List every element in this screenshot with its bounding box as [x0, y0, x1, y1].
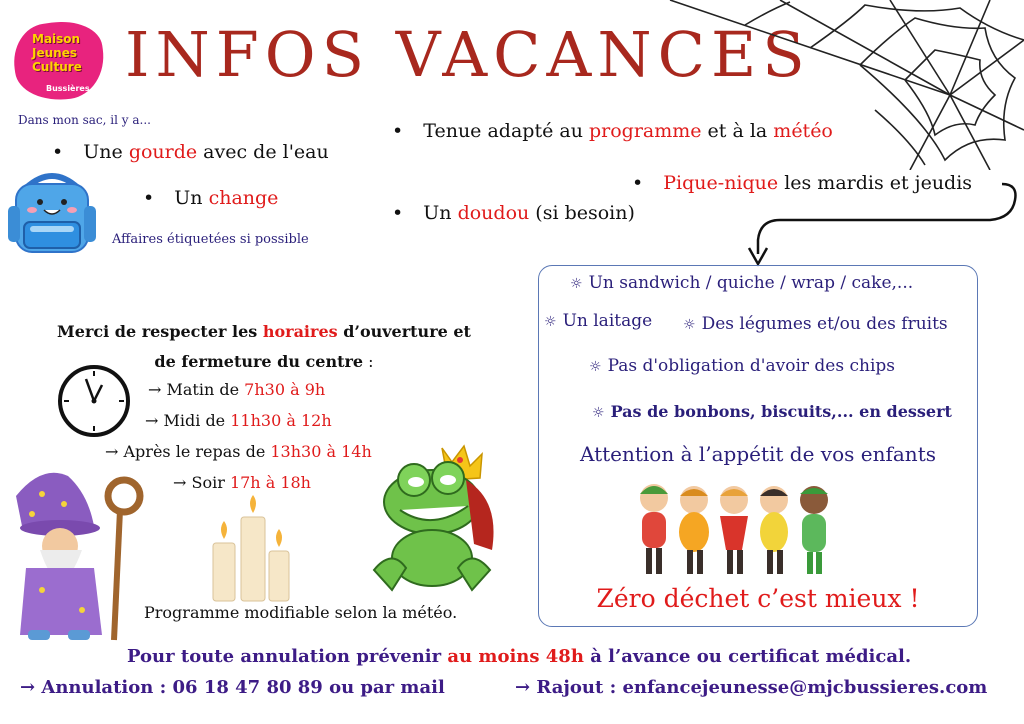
lunch-item-sandwich: ☼ Un sandwich / quiche / wrap / cake,... — [570, 273, 914, 293]
appetite-note: Attention à l’appétit de vos enfants — [579, 442, 936, 466]
clock-icon — [56, 363, 132, 439]
hours-soir: → Soir 17h à 18h — [173, 473, 311, 492]
lunch-item-bonbons: ☼ Pas de bonbons, biscuits,... en dessert — [592, 402, 952, 421]
item-tenue: • Tenue adapté au programme et à la météo — [392, 120, 833, 142]
arrow-to-lunch-icon — [740, 172, 1024, 267]
hours-intro: Merci de respecter les horaires d’ouverture et de fermeture du centre : — [57, 322, 471, 371]
lunch-item-laitage: ☼ Un laitage — [544, 311, 653, 331]
cancel-contact: → Annulation : 06 18 47 80 89 ou par mail — [20, 677, 445, 698]
zero-waste-note: Zéro déchet c’est mieux ! — [596, 584, 920, 613]
labels-note: Affaires étiquetées si possible — [112, 232, 309, 247]
item-change: • Un change — [143, 187, 278, 209]
item-doudou: • Un doudou (si besoin) — [392, 202, 635, 224]
logo-text: Maison Jeunes Culture — [32, 32, 82, 74]
program-note: Programme modifiable selon la météo. — [144, 603, 458, 622]
wizard-illustration — [2, 470, 152, 645]
page-title: INFOS VACANCES — [125, 18, 811, 91]
frog-prince-illustration — [362, 440, 522, 600]
logo-subtext: Bussières — [46, 84, 90, 93]
hours-midi: → Midi de 11h30 à 12h — [145, 411, 332, 430]
candles-illustration — [205, 495, 295, 605]
item-piquenique: • Pique-nique les mardis et jeudis — [632, 172, 972, 194]
hours-matin: → Matin de 7h30 à 9h — [148, 380, 326, 399]
hours-apres-repas: → Après le repas de 13h30 à 14h — [105, 442, 372, 461]
add-contact: → Rajout : enfancejeunesse@mjcbussieres.com — [515, 677, 988, 698]
spider-web-illustration — [660, 0, 1024, 170]
lunch-item-legumes: ☼ Des légumes et/ou des fruits — [683, 314, 948, 334]
lunch-item-chips: ☼ Pas d'obligation d'avoir des chips — [589, 356, 896, 376]
backpack-illustration — [6, 170, 98, 256]
item-gourde: • Une gourde avec de l'eau — [52, 141, 329, 163]
kids-illustration — [632, 478, 842, 578]
cancellation-notice: Pour toute annulation prévenir au moins 48h à l’avance ou certificat médical. — [127, 646, 912, 667]
bag-intro: Dans mon sac, il y a... — [18, 113, 151, 127]
mjc-logo — [14, 22, 104, 100]
